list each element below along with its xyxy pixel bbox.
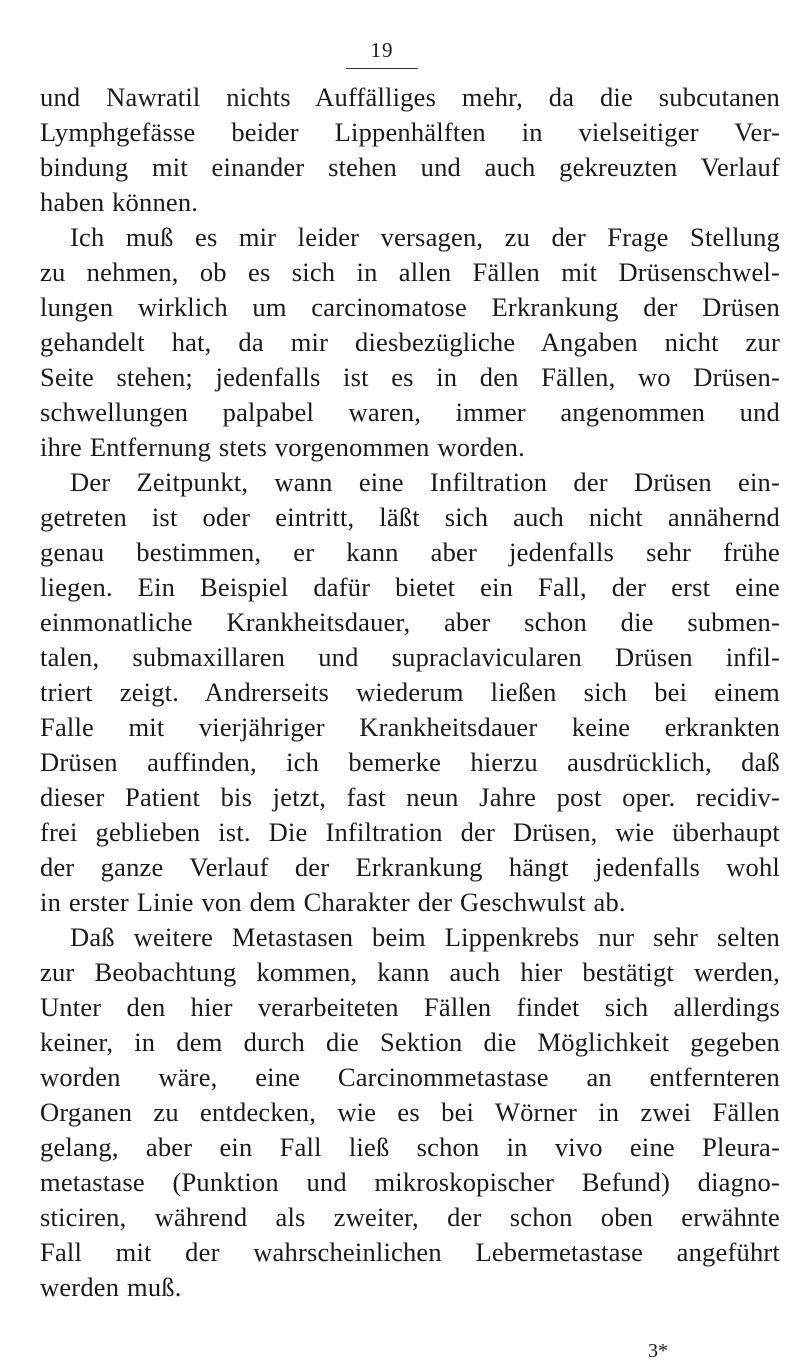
text-line: sticiren, während als zweiter, der schon oben erwähnte [40, 1202, 780, 1232]
text-line: Lymphgefässe beider Lippenhälften in vielseitiger Ver- [40, 117, 780, 147]
text-line: der ganze Verlauf der Erkrankung hängt jedenfalls wohl [40, 852, 780, 882]
text-line: ihre Entfernung stets vorgenommen worden. [40, 432, 525, 462]
text-line: getreten ist oder eintritt, läßt sich auch nicht annähernd [40, 502, 780, 532]
text-line: Fall mit der wahrscheinlichen Lebermetastase angeführt [40, 1237, 780, 1267]
text-line: Unter den hier verarbeiteten Fällen findet sich allerdings [40, 992, 780, 1022]
text-line: und Nawratil nichts Auffälliges mehr, da die subcutanen [40, 82, 780, 112]
signature-mark: 3* [648, 1340, 668, 1362]
text-line: Falle mit vierjähriger Krankheitsdauer keine erkrankten [40, 712, 780, 742]
text-line: Daß weitere Metastasen beim Lippenkrebs nur sehr selten [70, 922, 780, 952]
text-line: gehandelt hat, da mir diesbezügliche Angaben nicht zur [40, 327, 780, 357]
text-line: schwellungen palpabel waren, immer angenommen und [40, 397, 780, 427]
text-line: Drüsen auffinden, ich bemerke hierzu ausdrücklich, daß [40, 747, 780, 777]
text-line: haben können. [40, 187, 199, 217]
text-line: werden muß. [40, 1272, 182, 1302]
text-line: in erster Linie von dem Charakter der Geschwulst ab. [40, 887, 626, 917]
text-line: Der Zeitpunkt, wann eine Infiltration der Drüsen ein- [70, 467, 780, 497]
text-line: triert zeigt. Andrerseits wiederum ließen sich bei einem [40, 677, 780, 707]
text-line: worden wäre, eine Carcinommetastase an entfernteren [40, 1062, 780, 1092]
text-line: lungen wirklich um carcinomatose Erkrankung der Drüsen [40, 292, 780, 322]
text-line: Organen zu entdecken, wie es bei Wörner in zwei Fällen [40, 1097, 780, 1127]
text-line: zu nehmen, ob es sich in allen Fällen mit Drüsenschwel- [40, 257, 780, 287]
text-line: dieser Patient bis jetzt, fast neun Jahre post oper. recidiv- [40, 782, 780, 812]
text-line: frei geblieben ist. Die Infiltration der Drüsen, wie überhaupt [40, 817, 780, 847]
text-line: metastase (Punktion und mikroskopischer Befund) diagno- [40, 1167, 780, 1197]
text-line: Seite stehen; jedenfalls ist es in den Fällen, wo Drüsen- [40, 362, 780, 392]
page-number: 19 [346, 38, 418, 69]
text-line: genau bestimmen, er kann aber jedenfalls sehr frühe [40, 537, 780, 567]
text-line: talen, submaxillaren und supraclavicularen Drüsen infil- [40, 642, 780, 672]
text-line: gelang, aber ein Fall ließ schon in vivo eine Pleura- [40, 1132, 780, 1162]
text-line: keiner, in dem durch die Sektion die Möglichkeit gegeben [40, 1027, 780, 1057]
text-line: liegen. Ein Beispiel dafür bietet ein Fall, der erst eine [40, 572, 780, 602]
text-line: einmonatliche Krankheitsdauer, aber schon die submen- [40, 607, 780, 637]
text-line: bindung mit einander stehen und auch gekreuzten Verlauf [40, 152, 780, 182]
text-line: Ich muß es mir leider versagen, zu der Frage Stellung [70, 222, 780, 252]
text-line: zur Beobachtung kommen, kann auch hier bestätigt werden, [40, 957, 780, 987]
